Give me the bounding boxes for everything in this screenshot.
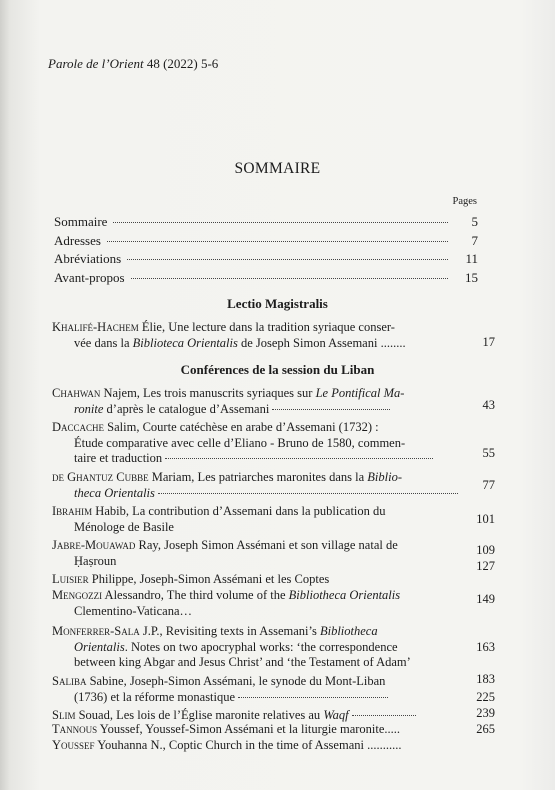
- toc-entry-luisier: [52, 572, 482, 588]
- pages-column-header: Pages: [452, 196, 477, 207]
- front-item-label: Avant-propos: [54, 270, 125, 285]
- toc-entry-tannous: [52, 722, 482, 738]
- entry-author: Youssef: [52, 738, 95, 752]
- entry-author: Monferrer-Sala: [52, 624, 140, 638]
- toc-entry-saliba: [52, 674, 482, 705]
- entry-page-number: 239: [476, 706, 495, 720]
- entry-author: Saliba: [52, 674, 87, 688]
- entry-text: Salim, Courte catéchèse en arabe d’Assemani (1732) :: [104, 420, 379, 434]
- entry-text: Élie, Une lecture dans la tradition syriaque conser-: [138, 320, 395, 334]
- entry-text: Youhanna N., Coptic Church in the time of Assemani ...........: [94, 738, 402, 752]
- entry-text: Étude comparative avec celle d’Eliano - Bruno de 1580, commen-: [74, 435, 406, 450]
- entry-author: de Ghantuz Cubbe: [52, 470, 149, 484]
- front-item-page: 11: [465, 251, 478, 266]
- toc-entry-chahwan: [52, 386, 482, 417]
- entry-text: Ménologe de Basile: [74, 519, 174, 534]
- entry-text: Souad, Les lois de l’Église maronite relatives au: [75, 708, 324, 722]
- toc-entry-ibrahim: [52, 504, 482, 535]
- entry-page-number: 101: [476, 512, 495, 526]
- entry-title-italic: Waqf: [323, 708, 349, 722]
- entry-text: vée dans la: [74, 335, 133, 350]
- dot-leader: [107, 241, 448, 242]
- toc-entry-daccache: [52, 420, 482, 467]
- entry-title-italic: Biblio-: [367, 470, 402, 484]
- entry-author: Ibrahim: [52, 504, 93, 518]
- entry-text: Clementino-Vaticana…: [74, 603, 193, 618]
- dot-leader: [165, 457, 433, 459]
- entry-text: Philippe, Joseph-Simon Assémani et les Coptes: [88, 572, 330, 586]
- entry-text: Youssef, Youssef-Simon Assémani et la liturgie maronite.....: [97, 722, 401, 736]
- entry-page-number: 55: [482, 446, 495, 460]
- entry-text: Mariam, Les patriarches maronites dans la: [148, 470, 368, 484]
- toc-entry-monferrer-sala: [52, 624, 482, 671]
- entry-page-number: 265: [476, 722, 495, 736]
- front-item-avant-propos: [54, 270, 478, 286]
- entry-text: d’après le catalogue d’Assemani: [103, 401, 270, 416]
- entry-page-number: 225: [476, 690, 495, 704]
- front-item-adresses: [54, 233, 478, 249]
- journal-name: Parole de l’Orient: [48, 56, 144, 71]
- entry-author: Jabre-Mouawad: [52, 538, 136, 552]
- toc-entry-youssef: [52, 738, 482, 754]
- front-item-page: 5: [471, 214, 478, 229]
- entry-author: Khalifé-Hachem: [52, 320, 139, 334]
- section-heading-lectio: Lectio Magistralis: [227, 296, 328, 311]
- entry-page-number: 163: [476, 640, 495, 654]
- entry-text: J.P., Revisiting texts in Assemani’s: [139, 624, 320, 638]
- dot-leader: [131, 278, 448, 279]
- toc-entry-mengozzi: [52, 588, 482, 619]
- entry-text: Najem, Les trois manuscrits syriaques sur: [100, 386, 316, 400]
- front-item-page: 15: [465, 270, 478, 285]
- entry-text: Ḥaṣroun: [74, 553, 117, 568]
- entry-text: de Joseph Simon Assemani ........: [237, 335, 406, 350]
- entry-page-number: 109: [476, 543, 495, 557]
- dot-leader: [158, 492, 458, 494]
- entry-author: Slim: [52, 708, 76, 722]
- entry-page-number: 183: [476, 672, 495, 686]
- entry-author: Daccache: [52, 420, 105, 434]
- entry-page-number: 17: [482, 335, 495, 349]
- journal-volume: 48 (2022) 5-6: [146, 56, 219, 71]
- front-item-label: Adresses: [54, 233, 101, 248]
- front-item-page: 7: [471, 233, 478, 248]
- dot-leader: [352, 714, 416, 716]
- entry-title-italic: Orientalis: [74, 639, 125, 654]
- entry-text: . Notes on two apocryphal works: ‘the correspondence: [124, 639, 398, 654]
- entry-page-number: 77: [482, 478, 495, 492]
- front-item-sommaire: [54, 214, 478, 230]
- entry-page-number: 43: [482, 398, 495, 412]
- entry-text: Sabine, Joseph-Simon Assémani, le synode du Mont-Liban: [86, 674, 386, 688]
- entry-text: Ray, Joseph Simon Assémani et son village natal de: [135, 538, 398, 552]
- dot-leader: [238, 696, 388, 698]
- entry-author: Tannous: [52, 722, 98, 736]
- entry-title-italic: theca Orientalis: [74, 485, 155, 500]
- entry-author: Chahwan: [52, 386, 101, 400]
- front-item-label: Sommaire: [54, 214, 108, 229]
- front-item-label: Abréviations: [54, 251, 122, 266]
- entry-text: taire et traduction: [74, 451, 163, 465]
- toc-entry-jabre-mouawad: [52, 538, 482, 569]
- toc-entry-khalife: [52, 320, 482, 351]
- entry-text: (1736) et la réforme monastique: [74, 689, 236, 704]
- entry-author: Luisier: [52, 572, 89, 586]
- entry-author: Mengozzi: [52, 588, 103, 602]
- dot-leader: [272, 408, 390, 410]
- entry-title-italic: Le Pontifical Ma-: [315, 386, 405, 400]
- entry-text: Alessandro, The third volume of the: [102, 588, 289, 602]
- entry-title-italic: Biblioteca Orientalis: [132, 335, 238, 350]
- entry-text: between king Abgar and Jesus Christ’ and ‘the Testament of Adam’: [74, 655, 411, 669]
- entry-title-italic: ronite: [74, 401, 104, 416]
- dot-leader: [127, 259, 448, 260]
- journal-citation: [48, 56, 218, 72]
- entry-title-italic: Bibliotheca: [319, 624, 378, 638]
- dot-leader: [113, 222, 448, 223]
- entry-page-number: 149: [476, 592, 495, 606]
- front-item-abreviations: [54, 251, 478, 267]
- page-title: SOMMAIRE: [234, 160, 321, 177]
- entry-page-number: 127: [476, 559, 495, 573]
- section-heading-conferences: Conférences de la session du Liban: [180, 362, 375, 377]
- toc-entry-ghantuz-cubbe: [52, 470, 482, 501]
- entry-text: Habib, La contribution d’Assemani dans la publication du: [92, 504, 386, 518]
- entry-title-italic: Bibliotheca Orientalis: [288, 588, 401, 602]
